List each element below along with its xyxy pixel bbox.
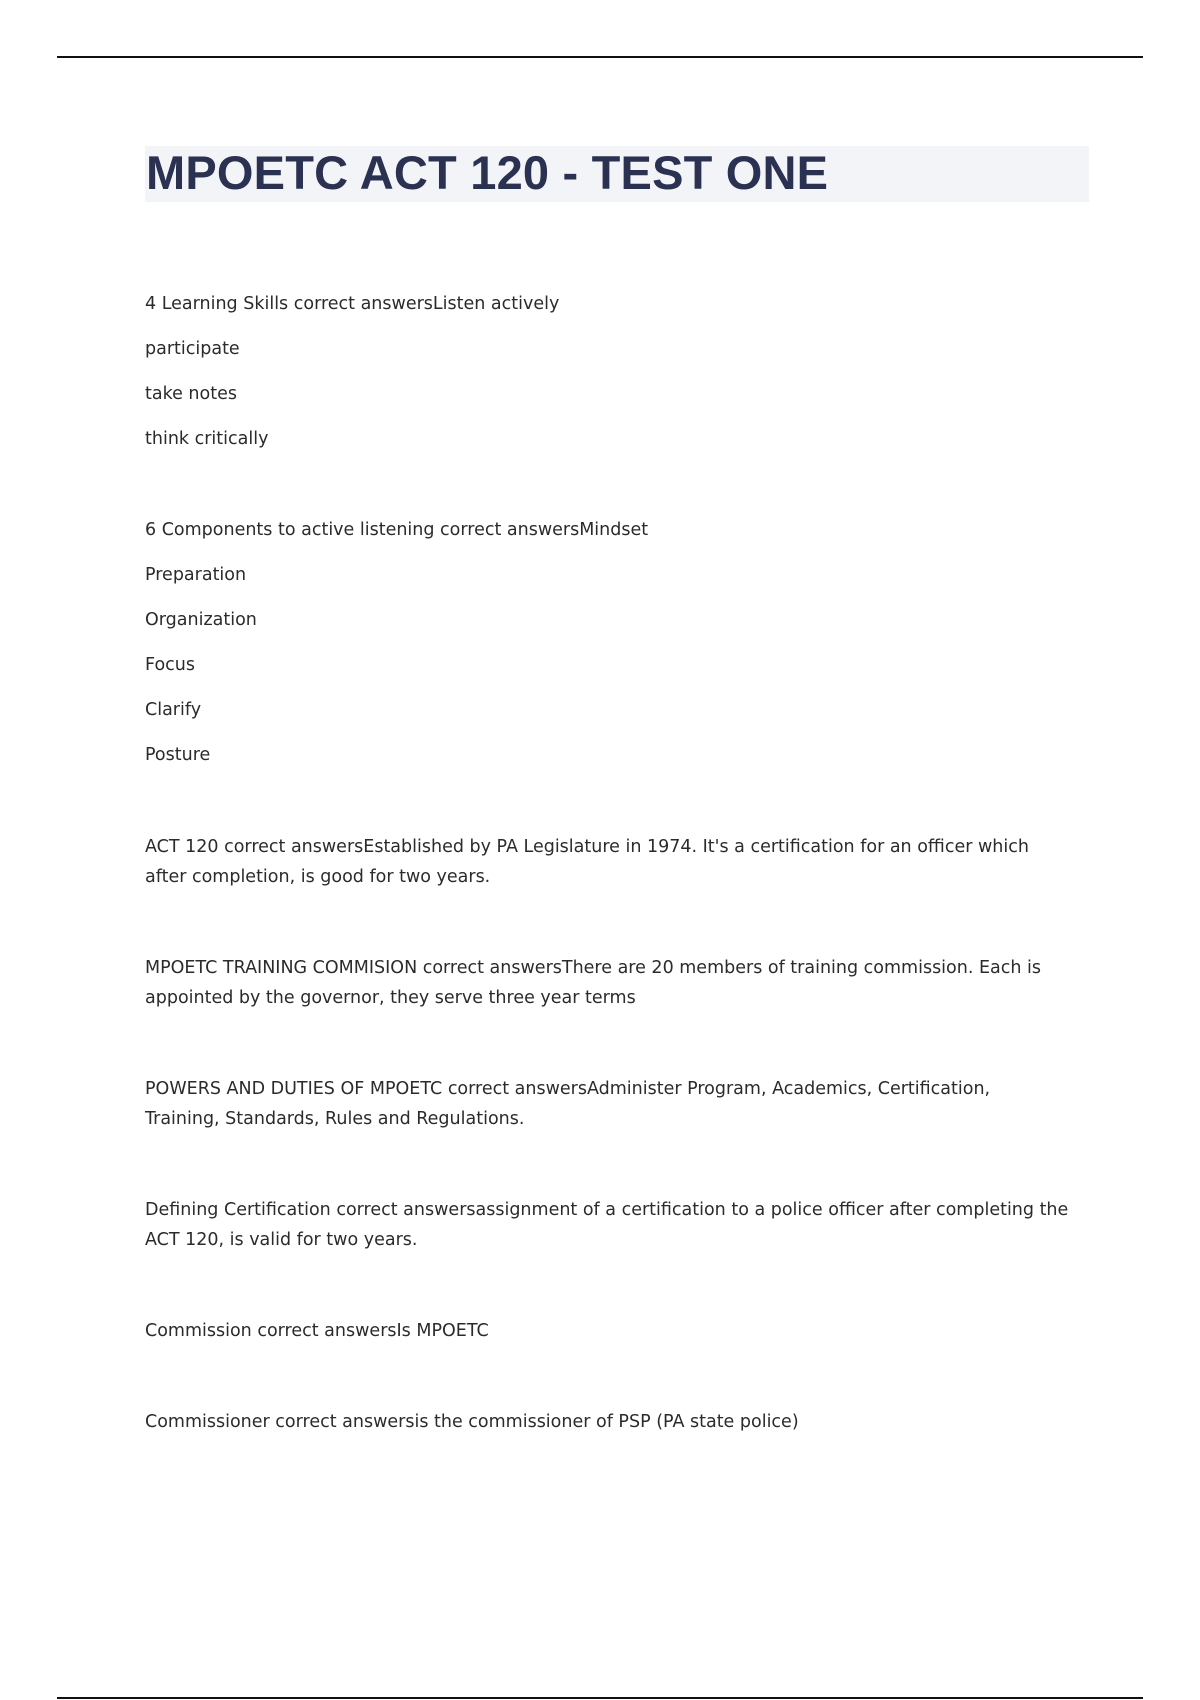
answer-line: think critically [145,429,269,449]
qa-paragraph-defining-certification [145,1195,1090,1255]
paragraph-line: POWERS AND DUTIES OF MPOETC correct answersAdminister Program, Academics, Certification, [145,1079,991,1099]
paragraph-line: appointed by the governor, they serve three year terms [145,988,636,1008]
qa-paragraph-training-commission [145,953,1090,1013]
paragraph-line: Commission correct answersIs MPOETC [145,1321,489,1341]
qa-paragraph-act-120 [145,832,1090,892]
qa-paragraph-commissioner [145,1407,1090,1437]
answer-line: Organization [145,610,257,630]
qa-question: 6 Components to active listening correct answersMindset [145,520,649,540]
answer-line: Preparation [145,565,247,585]
qa-paragraph-powers-duties [145,1074,1090,1134]
qa-block-active-listening [145,516,1090,770]
qa-question: 4 Learning Skills correct answersListen actively [145,294,560,314]
answer-line: participate [145,339,240,359]
paragraph-line: Commissioner correct answersis the commissioner of PSP (PA state police) [145,1412,799,1432]
answer-line: Focus [145,655,195,675]
paragraph-line: Training, Standards, Rules and Regulations. [145,1109,525,1129]
paragraph-line: ACT 120 correct answersEstablished by PA Legislature in 1974. It's a certification for an officer which [145,837,1029,857]
qa-paragraph-commission [145,1316,1090,1346]
paragraph-line: Defining Certification correct answersassignment of a certification to a police officer after completing the [145,1200,1069,1220]
paragraph-line: MPOETC TRAINING COMMISION correct answersThere are 20 members of training commission. Each is [145,958,1042,978]
document-content [145,290,1090,1437]
answer-line: Clarify [145,700,202,720]
answer-line: Posture [145,745,211,765]
paragraph-line: ACT 120, is valid for two years. [145,1230,418,1250]
qa-block-learning-skills [145,290,1090,454]
document-title: MPOETC ACT 120 - TEST ONE [146,146,829,199]
answer-line: take notes [145,384,237,404]
paragraph-line: after completion, is good for two years. [145,867,491,887]
header-rule [57,56,1143,58]
footer-rule [57,1697,1143,1699]
